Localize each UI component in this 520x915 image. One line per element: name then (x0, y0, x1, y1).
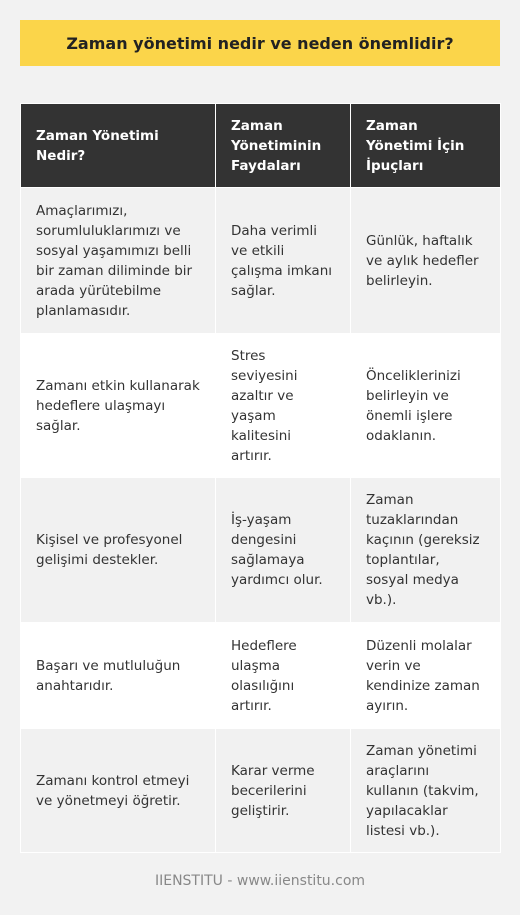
table-cell: Kişisel ve profesyonel gelişimi destekler. (21, 478, 216, 623)
table-cell: Günlük, haftalık ve aylık hedefler belirleyin. (351, 188, 501, 334)
table-cell: Zaman yönetimi araçlarını kullanın (takvim, yapılacaklar listesi vb.). (351, 729, 501, 853)
table-row (21, 188, 501, 334)
footer-credit: IIENSTITU - www.iienstitu.com (154, 873, 366, 889)
column-header: Zaman Yönetimi Nedir? (21, 104, 216, 188)
table-row (21, 623, 501, 729)
table-cell: Zamanı etkin kullanarak hedeflere ulaşmayı sağlar. (21, 334, 216, 478)
table-cell: Karar verme becerilerini geliştirir. (216, 729, 351, 853)
table-cell: Stres seviyesini azaltır ve yaşam kalitesini artırır. (216, 334, 351, 478)
info-table (20, 103, 501, 853)
table-cell: Hedeflere ulaşma olasılığını artırır. (216, 623, 351, 729)
table-cell: İş-yaşam dengesini sağlamaya yardımcı olur. (216, 478, 351, 623)
table-cell: Amaçlarımızı, sorumluluklarımızı ve sosyal yaşamımızı belli bir zaman diliminde bir arada yürütebilme planlamasıdır. (21, 188, 216, 334)
page-title: Zaman yönetimi nedir ve neden önemlidir? (66, 33, 454, 53)
table-cell: Zamanı kontrol etmeyi ve yönetmeyi öğretir. (21, 729, 216, 853)
table-row (21, 729, 501, 853)
table-row (21, 478, 501, 623)
table-header-row (21, 104, 501, 188)
table-cell: Daha verimli ve etkili çalışma imkanı sağlar. (216, 188, 351, 334)
table-cell: Önceliklerinizi belirleyin ve önemli işlere odaklanın. (351, 334, 501, 478)
table-cell: Zaman tuzaklarından kaçının (gereksiz toplantılar, sosyal medya vb.). (351, 478, 501, 623)
column-header: Zaman Yönetimi İçin İpuçları (351, 104, 501, 188)
table-cell: Düzenli molalar verin ve kendinize zaman ayırın. (351, 623, 501, 729)
page-title-banner (20, 20, 500, 66)
table-cell: Başarı ve mutluluğun anahtarıdır. (21, 623, 216, 729)
column-header: Zaman Yönetiminin Faydaları (216, 104, 351, 188)
table-row (21, 334, 501, 478)
